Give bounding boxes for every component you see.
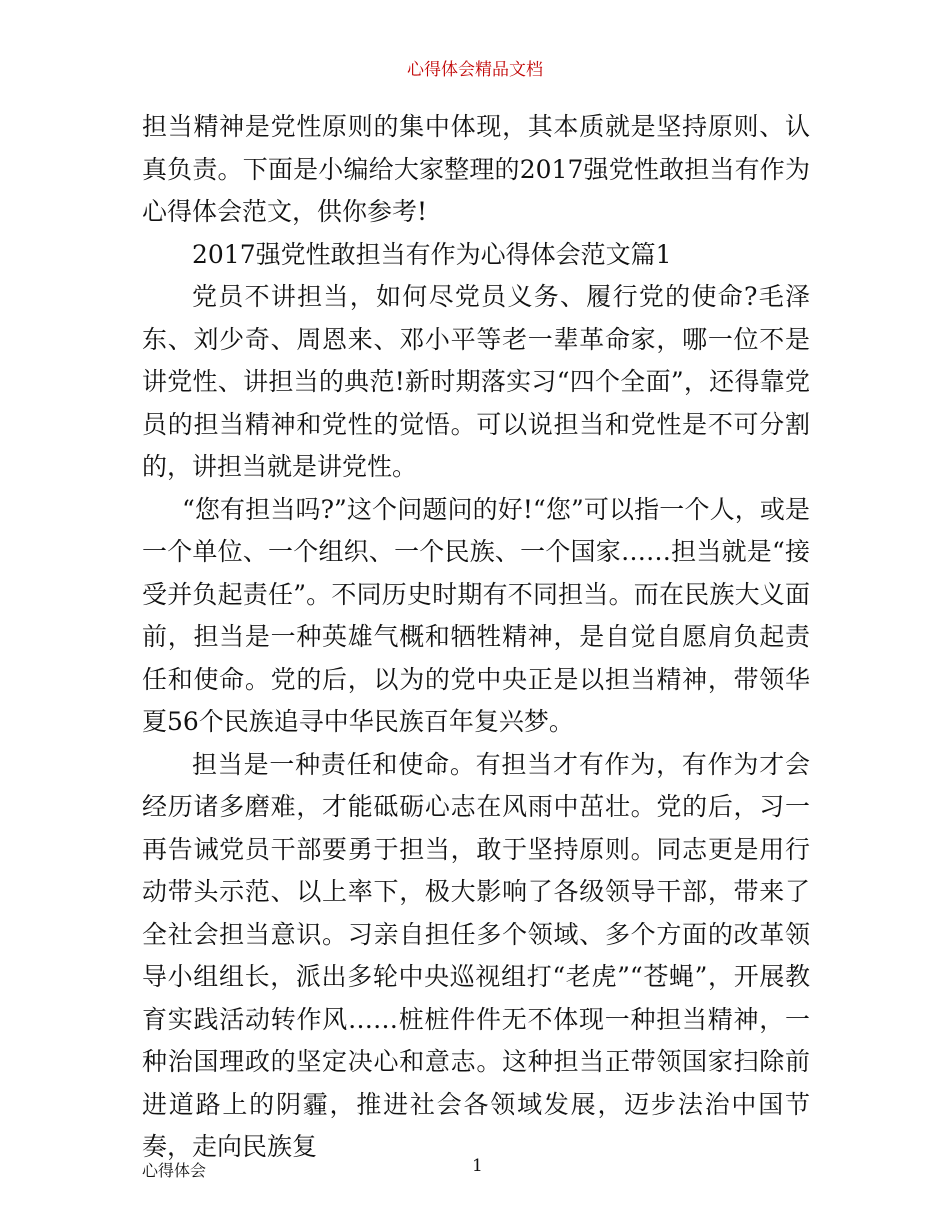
body-paragraph-1: 党员不讲担当，如何尽党员义务、履行党的使命?毛泽东、刘少奇、周恩来、邓小平等老一辈革命家，哪一位不是讲党性、讲担当的典范!新时期落实习“四个全面”，还得靠党员的担当精神和党性的觉悟。可以说担当和党性是不可分割的，讲担当就是讲党性。 — [142, 282, 810, 481]
intro-paragraph: 担当精神是党性原则的集中体现，其本质就是坚持原则、认真负责。下面是小编给大家整理的2017强党性敢担当有作为心得体会范文，供你参考! — [142, 112, 810, 226]
footer-label: 心得体会 — [142, 1161, 207, 1180]
page-number: 1 — [472, 1156, 483, 1176]
section-heading: 2017强党性敢担当有作为心得体会范文篇1 — [192, 239, 672, 269]
document-body — [142, 106, 810, 1169]
document-header-title: 心得体会精品文档 — [407, 60, 543, 80]
body-paragraph-3: 担当是一种责任和使命。有担当才有作为，有作为才会经历诸多磨难，才能砥砺心志在风雨中茁壮。党的后，习一再告诫党员干部要勇于担当，敢于坚持原则。同志更是用行动带头示范、以上率下，极大影响了各级领导干部，带来了全社会担当意识。习亲自担任多个领域、多个方面的改革领导小组组长，派出多轮中央巡视组打“老虎”“苍蝇”，开展教育实践活动转作风……桩桩件件无不体现一种担当精神，一种治国理政的坚定决心和意志。这种担当正带领国家扫除前进道路上的阴霾，推进社会各领域发展，迈步法治中国节奏，走向民族复 — [142, 749, 810, 1161]
body-paragraph-2: “您有担当吗?”这个问题问的好!“您”可以指一个人，或是一个单位、一个组织、一个民族、一个国家……担当就是“接受并负起责任”。不同历史时期有不同担当。而在民族大义面前，担当是一种英雄气概和牺牲精神，是自觉自愿肩负起责任和使命。党的后，以为的党中央正是以担当精神，带领华夏56个民族追寻中华民族百年复兴梦。 — [142, 494, 810, 736]
